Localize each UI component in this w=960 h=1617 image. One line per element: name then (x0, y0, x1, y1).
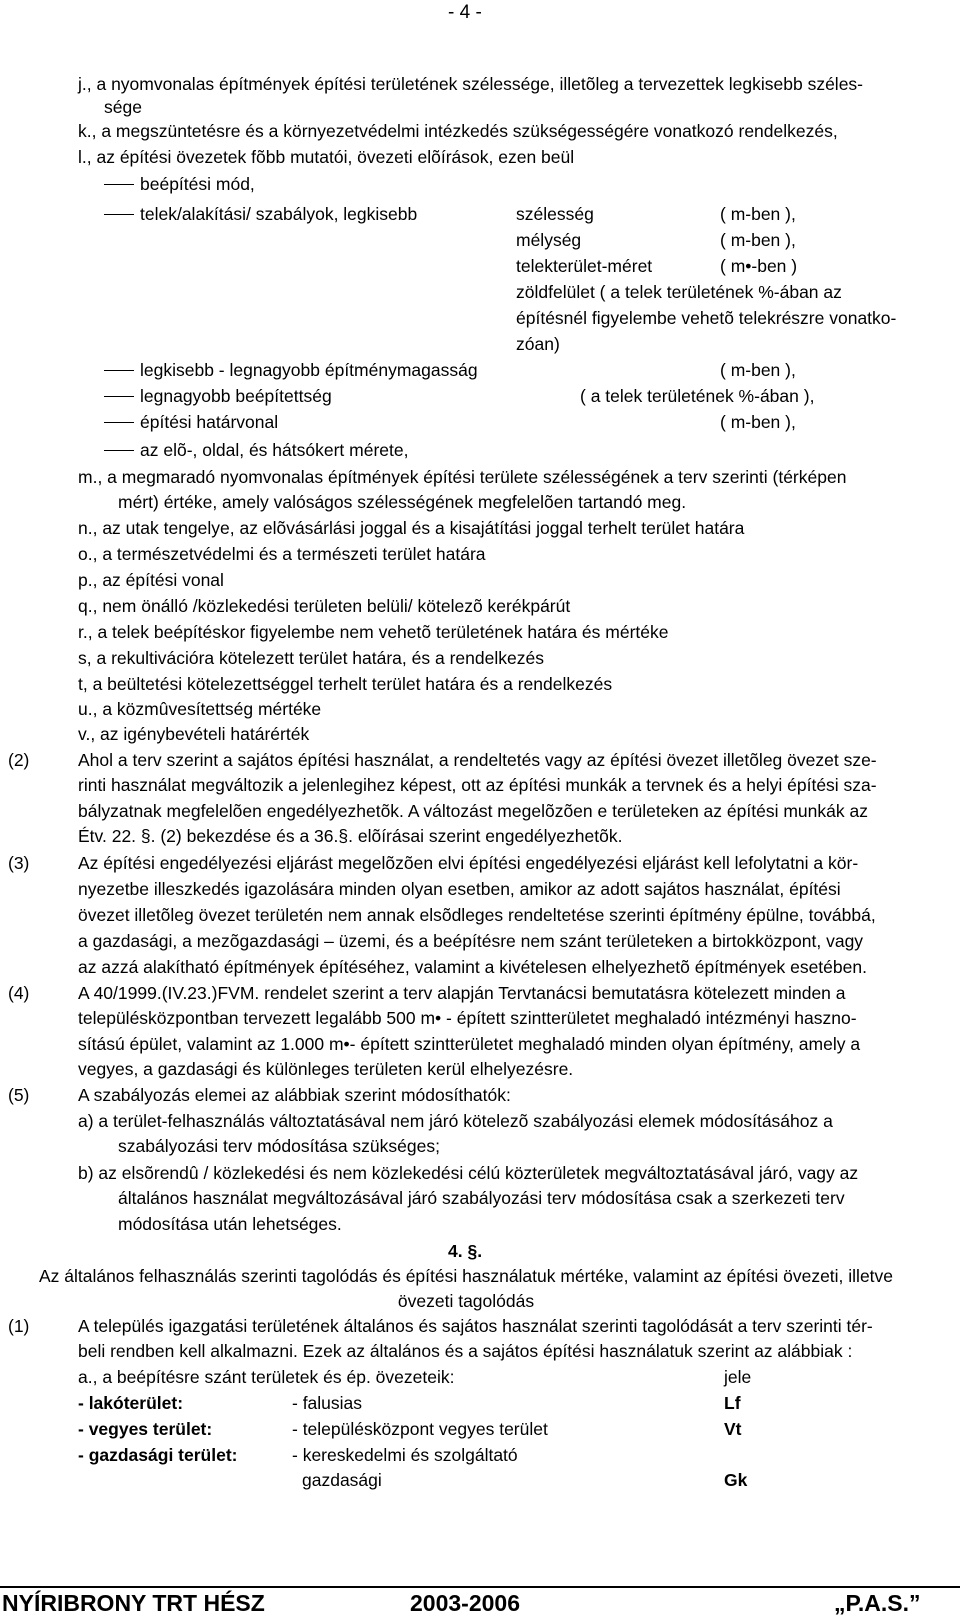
para3-line3: övezet illetõleg övezet területén nem annak elsõdleges rendeltetése szerinti építmény épülne, továbbá, (78, 905, 876, 925)
footer-years: 2003-2006 (410, 1590, 520, 1616)
para1-line2: beli rendben kell alkalmazni. Ezek az általános és a sajátos építési használatuk szerint az alábbiak : (78, 1341, 853, 1361)
dash-bullet (104, 450, 134, 451)
section-number: 4. §. (448, 1241, 483, 1261)
para5-item-a-line1: a) a terület-felhasználás változtatásával nem járó kötelezõ szabályozási elemek módosításához a (78, 1111, 833, 1131)
para2-line2: rinti használat megváltozik a jelenlegihez képest, ott az építési munkák a tervnek és a helyi építési sza- (78, 775, 877, 795)
bullet-beepitesi-mod: beépítési mód, (140, 174, 255, 194)
label-zoldfelulet: zöldfelület ( a telek területének %-ában az (516, 282, 842, 302)
item-s: s, a rekultivációra kötelezett terület határa, és a rendelkezés (78, 648, 544, 668)
para3-number: (3) (8, 853, 30, 873)
label-szelesseg: szélesség (516, 204, 594, 224)
dash-bullet (104, 370, 134, 371)
unit-telekterulet-meret: ( m•-ben ) (720, 256, 798, 276)
dash-bullet (104, 214, 134, 215)
zoldfelulet-line2: építésnél figyelembe vehetõ telekrészre vonatko- (516, 308, 897, 328)
zoldfelulet-line3: zóan) (516, 334, 560, 354)
label-telekterulet-meret: telekterület-méret (516, 256, 653, 276)
para5-item-b-line2: általános használat megváltozásával járó szabályozási terv módosítása csak a szerkezeti terv (118, 1188, 845, 1208)
label-melyseg: mélység (516, 230, 582, 250)
zone-label: - lakóterület: (78, 1393, 184, 1413)
zone-description: - falusias (292, 1393, 363, 1413)
para3-line1: Az építési engedélyezési eljárást megelõzõen elvi építési engedélyezési eljárást kell lefolytatni a kör- (78, 853, 859, 873)
para4-line1: A 40/1999.(IV.23.)FVM. rendelet szerint a terv alapján Tervtanácsi bemutatásra kötelezett minden a (78, 983, 846, 1003)
para5-item-b-line1: b) az elsõrendû / közlekedési és nem közlekedési célú közterületek megváltoztatásával járó, vagy az (78, 1163, 859, 1183)
para1-item-a: a., a beépítésre szánt területek és ép. övezeteik: (78, 1367, 455, 1387)
bullet-epitesi-hatarvonal: építési határvonal (140, 412, 279, 432)
zone-code: Lf (724, 1393, 741, 1413)
dash-bullet (104, 184, 134, 185)
zone-description: - településközpont vegyes terület (292, 1419, 548, 1439)
unit-epitmenymagassag: ( m-ben ), (720, 360, 796, 380)
item-v: v., az igénybevételi határérték (78, 724, 310, 744)
bullet-epitmenymagassag: legkisebb - legnagyobb építménymagasság (140, 360, 478, 380)
para4-line2: településközpontban tervezett legalább 500 m• - épített szintterületet meghaladó intézményi haszno- (78, 1008, 857, 1028)
page-footer (0, 1586, 960, 1616)
para5-item-b-line3: módosítása után lehetséges. (118, 1214, 342, 1234)
unit-beepitettseg: ( a telek területének %-ában ), (580, 386, 815, 406)
zone-label: - vegyes terület: (78, 1419, 213, 1439)
item-t: t, a beültetési kötelezettséggel terhelt terület határa és a rendelkezés (78, 674, 613, 694)
item-m-line2: mért) értéke, amely valóságos szélességének megfelelõen tartandó meg. (118, 492, 687, 512)
para2-number: (2) (8, 750, 30, 770)
para4-number: (4) (8, 983, 30, 1003)
section-title-line1: Az általános felhasználás szerinti tagolódás és építési használatuk mértéke, valamint az építési övezeti, illetve (38, 1266, 894, 1286)
footer-author: „P.A.S.” (834, 1590, 921, 1616)
item-j-line1: j., a nyomvonalas építmények építési területének szélessége, illetõleg a tervezettek legkisebb széles- (78, 74, 864, 94)
para3-line2: nyezetbe illeszkedés igazolására minden olyan esetben, amikor az adott sajátos használat, építési (78, 879, 841, 899)
footer-title: NYÍRIBRONY TRT HÉSZ (2, 1590, 265, 1616)
para5-line1: A szabályozás elemei az alábbiak szerint módosíthatók: (78, 1085, 511, 1105)
zone-description-cont: gazdasági (302, 1470, 382, 1490)
para5-number: (5) (8, 1085, 30, 1105)
item-o: o., a természetvédelmi és a természeti terület határa (78, 544, 486, 564)
para5-item-a-line2: szabályozási terv módosítása szükséges; (118, 1136, 440, 1156)
zone-description: - kereskedelmi és szolgáltató (292, 1445, 518, 1465)
para3-line4: a gazdasági, a mezõgazdasági – üzemi, és a beépítésre nem szánt területeken a birtokközpont, vagy (78, 931, 864, 951)
zone-code: Vt (724, 1419, 742, 1439)
page-number: - 4 - (448, 2, 482, 23)
item-j-line2: sége (104, 97, 142, 117)
bullet-telek-szabalyok: telek/alakítási/ szabályok, legkisebb (140, 204, 418, 224)
item-l: l., az építési övezetek fõbb mutatói, övezeti elõírások, ezen beül (78, 147, 575, 167)
unit-melyseg: ( m-ben ), (720, 230, 796, 250)
item-u: u., a közmûvesítettség mértéke (78, 699, 322, 719)
unit-szelesseg: ( m-ben ), (720, 204, 796, 224)
para3-line5: az azzá alakítható építmények építéséhez, valamint a kivételesen elhelyezhetõ építmények esetében. (78, 957, 867, 977)
dash-bullet (104, 396, 134, 397)
item-r: r., a telek beépítéskor figyelembe nem vehetõ területének határa és mértéke (78, 622, 669, 642)
para1-line1: A település igazgatási területének általános és sajátos használat szerinti tagolódását a terv szerinti tér- (78, 1316, 873, 1336)
bullet-kert-merete: az elõ-, oldal, és hátsókert mérete, (140, 440, 409, 460)
code-column-header: jele (724, 1367, 752, 1387)
item-n: n., az utak tengelye, az elõvásárlási joggal és a kisajátítási joggal terhelt terület határa (78, 518, 745, 538)
dash-bullet (104, 422, 134, 423)
para2-line3: bályzatnak megfelelõen engedélyezhetõk. A változást megelõzõen e területeken az építési munkák az (78, 801, 868, 821)
para4-line3: sítású épület, valamint az 1.000 m•- épített szintterületet meghaladó minden olyan építmény, amely a (78, 1034, 861, 1054)
item-p: p., az építési vonal (78, 570, 224, 590)
unit-epitesi-hatarvonal: ( m-ben ), (720, 412, 796, 432)
section-title-line2: övezeti tagolódás (397, 1291, 535, 1311)
para2-line4: Étv. 22. §. (2) bekezdése és a 36.§. elõírásai szerint engedélyezhetõk. (78, 826, 623, 846)
item-k: k., a megszüntetésre és a környezetvédelmi intézkedés szükségességére vonatkozó rendelkezés, (78, 121, 838, 141)
para2-line1: Ahol a terv szerint a sajátos építési használat, a rendeltetés vagy az építési övezet illetõleg övezet sze- (78, 750, 877, 770)
item-m-line1: m., a megmaradó nyomvonalas építmények építési területe szélességének a terv szerinti (térképen (78, 467, 847, 487)
para1-number: (1) (8, 1316, 30, 1336)
para4-line4: vegyes, a gazdasági és különleges területen kerül elhelyezésre. (78, 1059, 574, 1079)
zone-code: Gk (724, 1470, 748, 1490)
item-q: q., nem önálló /közlekedési területen belüli/ kötelezõ kerékpárút (78, 596, 571, 616)
bullet-beepitettseg: legnagyobb beépítettség (140, 386, 332, 406)
zone-label: - gazdasági terület: (78, 1445, 238, 1465)
